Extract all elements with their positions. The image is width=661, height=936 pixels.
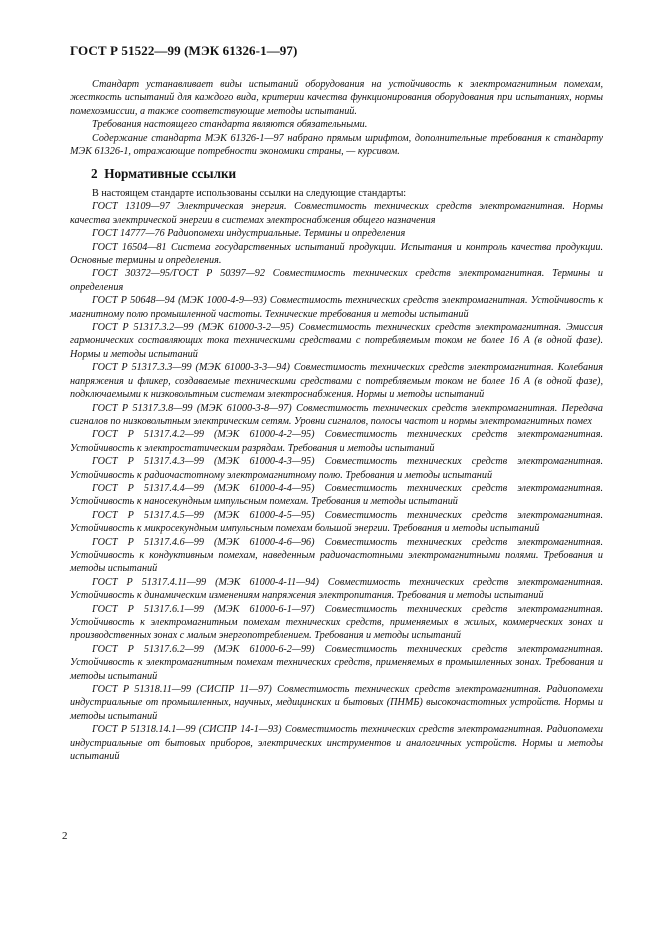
reference-item: ГОСТ Р 51317.4.3—99 (МЭК 61000-4-3—95) Совместимость технических средств электромагнитная. Устойчивость к радиочастотному электромагнитному полю. Требования и методы испытаний <box>70 456 603 481</box>
reference-item: ГОСТ 13109—97 Электрическая энергия. Совместимость технических средств электромагнитная. Нормы качества электрической энергии в системах электроснабжения общего назначения <box>70 201 603 226</box>
intro-block <box>70 78 603 158</box>
reference-item: ГОСТ 14777—76 Радиопомехи индустриальные. Термины и определения <box>92 228 406 240</box>
reference-item: ГОСТ 30372—95/ГОСТ Р 50397—92 Совместимость технических средств электромагнитная. Термины и определения <box>70 268 603 293</box>
reference-item: ГОСТ Р 51318.11—99 (СИСПР 11—97) Совместимость технических средств электромагнитная. Радиопомехи индустриальные от промышленных, научных, медицинских и бытовых (ПНМБ) высокочастотных устройств. Нормы и методы испытаний <box>70 684 603 722</box>
section-number: 2 <box>91 166 98 181</box>
reference-item: ГОСТ Р 51317.4.2—99 (МЭК 61000-4-2—95) Совместимость технических средств электромагнитная. Устойчивость к электростатическим разрядам. Требования и методы испытаний <box>70 429 603 454</box>
intro-paragraph: Содержание стандарта МЭК 61326-1—97 набрано прямым шрифтом, дополнительные требования к стандарту МЭК 61326-1, отражающие потребности экономики страны, — курсивом. <box>70 132 603 158</box>
section-title: Нормативные ссылки <box>104 166 237 181</box>
intro-paragraph: Стандарт устанавливает виды испытаний оборудования на устойчивость к электромагнитным помехам, жесткость испытаний для каждого вида, критерии качества функционирования оборудования при испытаниях, нормы помехоэмиссии, а также соответствующие методы испытаний. <box>70 79 603 117</box>
reference-item: ГОСТ Р 51317.3.2—99 (МЭК 61000-3-2—95) Совместимость технических средств электромагнитная. Эмиссия гармонических составляющих тока техническими средствами с потребляемым током не более 16 А (в одной фазе). Нормы и методы испытаний <box>70 322 603 360</box>
reference-item: ГОСТ Р 51317.4.11—99 (МЭК 61000-4-11—94) Совместимость технических средств электромагнитная. Устойчивость к динамическим изменениям напряжения электропитания. Требования и методы испытаний <box>70 576 603 602</box>
references-block <box>70 187 603 763</box>
reference-item: ГОСТ Р 51317.4.6—99 (МЭК 61000-4-6—96) Совместимость технических средств электромагнитная. Устойчивость к кондуктивным помехам, наведенным радиочастотными электромагнитными полями. Требования и методы испытаний <box>70 536 603 575</box>
reference-item: ГОСТ Р 51317.6.2—99 (МЭК 61000-6-2—99) Совместимость технических средств электромагнитная. Устойчивость к электромагнитным помехам технических средств, применяемых в промышленных зонах. Требования и методы испытаний <box>70 643 603 682</box>
reference-item: ГОСТ 16504—81 Система государственных испытаний продукции. Испытания и контроль качества продукции. Основные термины и определения. <box>70 241 603 267</box>
reference-item: ГОСТ Р 51317.3.3—99 (МЭК 61000-3-3—94) Совместимость технических средств электромагнитная. Колебания напряжения и фликер, создаваемые техническими средствами с потребляемым током не более 16 А (в одной фазе), подключаемыми к низковольтным системам электроснабжения. Нормы и методы испытаний <box>70 362 603 401</box>
reference-item: ГОСТ Р 51317.3.8—99 (МЭК 61000-3-8—97) Совместимость технических средств электромагнитная. Передача сигналов по низковольтным электрическим сетям. Уровни сигналов, полосы частот и нормы электромагнитных помех <box>70 402 603 427</box>
references-lead: В настоящем стандарте использованы ссылки на следующие стандарты: <box>92 188 407 199</box>
intro-paragraph: Требования настоящего стандарта являются обязательными. <box>92 119 368 131</box>
reference-item: ГОСТ Р 50648—94 (МЭК 1000-4-9—93) Совместимость технических средств электромагнитная. Устойчивость к магнитному полю промышленной частоты. Технические требования и методы испытаний <box>70 295 603 320</box>
document-header: ГОСТ Р 51522—99 (МЭК 61326-1—97) <box>70 43 298 58</box>
reference-item: ГОСТ Р 51317.4.5—99 (МЭК 61000-4-5—95) Совместимость технических средств электромагнитная. Устойчивость к микросекундным импульсным помехам большой энергии. Требования и методы испытаний <box>70 509 603 535</box>
reference-item: ГОСТ Р 51317.4.4—99 (МЭК 61000-4-4—95) Совместимость технических средств электромагнитная. Устойчивость к наносекундным импульсным помехам. Требования и методы испытаний <box>70 482 603 508</box>
section-heading <box>91 166 236 182</box>
page-number: 2 <box>62 830 68 842</box>
reference-item: ГОСТ Р 51317.6.1—99 (МЭК 61000-6-1—97) Совместимость технических средств электромагнитная. Устойчивость к электромагнитным помехам технических средств, применяемых в жилых, коммерческих зонах и производственных зонах с малым энергопотреблением. Требования и методы испытаний <box>70 603 603 642</box>
reference-item: ГОСТ Р 51318.14.1—99 (СИСПР 14-1—93) Совместимость технических средств электромагнитная. Радиопомехи индустриальные от бытовых приборов, электрических инструментов и аналогичных устройств. Нормы и методы испытаний <box>70 724 603 763</box>
